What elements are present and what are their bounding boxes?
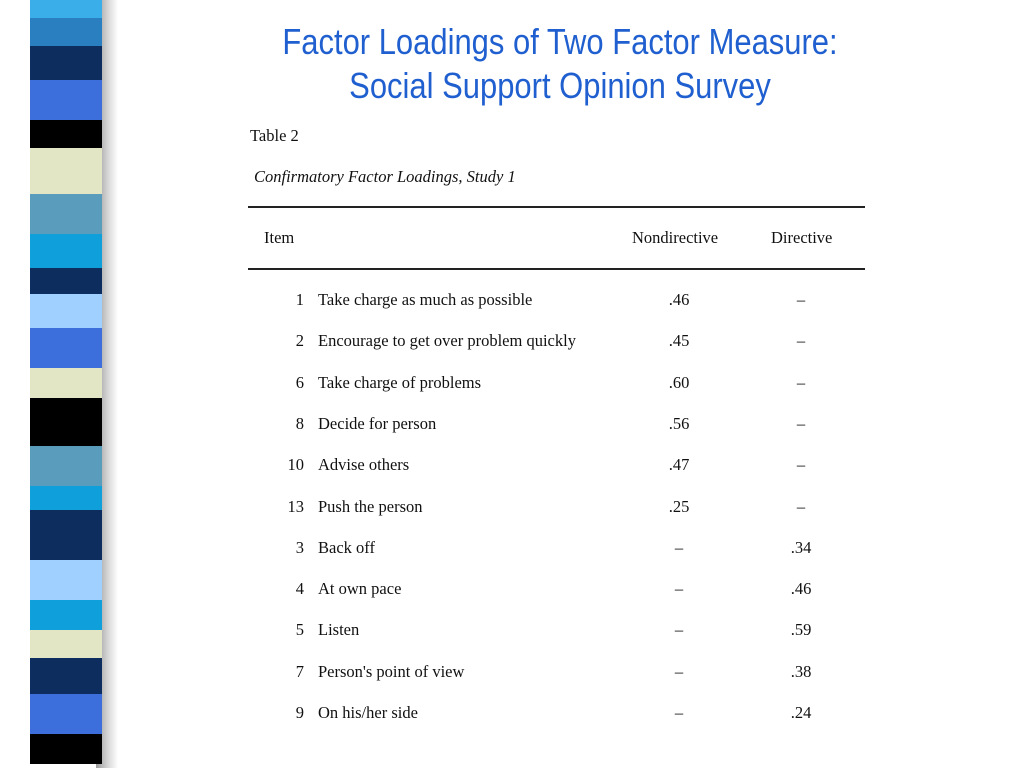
stripe-segment [30,194,102,234]
directive-value: – [796,331,806,350]
item-number: 3 [295,538,304,557]
item-label: Back off [318,538,375,557]
item-label: Push the person [318,497,423,516]
stripe-segment [30,398,102,446]
item-label: Take charge as much as possible [318,290,533,309]
table-row [248,497,868,521]
directive-value: .46 [790,579,812,598]
directive-value: – [796,373,806,392]
nondirective-value: .46 [668,290,690,309]
directive-value: – [796,414,806,433]
table-number: Table 2 [250,126,299,145]
stripe-segment [30,328,102,368]
item-number: 4 [295,579,304,598]
item-label: Decide for person [318,414,437,433]
table-row [248,538,868,562]
directive-value: – [796,455,806,474]
stripe-segment [30,658,102,694]
table-row [248,331,868,355]
stripe-segment [30,630,102,658]
item-label: At own pace [318,579,402,598]
item-number: 10 [287,455,304,474]
nondirective-value: .47 [668,455,690,474]
stripe-segment [30,694,102,734]
table-row [248,455,868,479]
item-number: 13 [287,497,304,516]
item-label: Encourage to get over problem quickly [318,331,576,350]
stripe-segment [30,510,102,560]
stripe-segment [30,368,102,398]
nondirective-value: .45 [668,331,690,350]
stripe-segment [30,268,102,294]
decorative-stripe-bar [30,0,102,768]
title-line-1: Factor Loadings of Two Factor Measure: [282,21,838,62]
item-number: 7 [295,662,304,681]
top-rule [248,206,865,208]
stripe-segment [30,600,102,630]
stripe-segment [30,120,102,148]
item-number: 2 [295,331,304,350]
stripe-segment [30,234,102,268]
table-row [248,579,868,603]
item-number: 6 [295,373,304,392]
header-rule [248,268,865,270]
header-directive: Directive [771,228,833,247]
stripe-segment [30,446,102,486]
item-number: 8 [295,414,304,433]
stripe-segment [30,46,102,80]
stripe-segment [30,486,102,510]
item-label: Person's point of view [318,662,465,681]
table-row [248,373,868,397]
table-caption: Confirmatory Factor Loadings, Study 1 [254,167,516,186]
stripe-segment [30,294,102,328]
nondirective-value: .56 [668,414,690,433]
item-number: 5 [295,620,304,639]
directive-value: .24 [790,703,812,722]
table-row [248,290,868,314]
nondirective-value: – [674,538,684,557]
item-label: On his/her side [318,703,418,722]
item-label: Advise others [318,455,410,474]
table-row [248,662,868,686]
nondirective-value: .25 [668,497,690,516]
table-row [248,703,868,727]
item-label: Listen [318,620,360,639]
nondirective-value: – [674,579,684,598]
item-number: 9 [295,703,304,722]
table-row [248,414,868,438]
directive-value: – [796,290,806,309]
directive-value: .34 [790,538,812,557]
slide-title [250,20,869,108]
stripe-segment [30,18,102,46]
directive-value: – [796,497,806,516]
header-nondirective: Nondirective [632,228,719,247]
directive-value: .59 [790,620,812,639]
nondirective-value: – [674,620,684,639]
item-number: 1 [295,290,304,309]
title-line-2: Social Support Opinion Survey [349,65,771,106]
stripe-segment [30,560,102,600]
header-item: Item [264,228,295,247]
stripe-segment [30,148,102,194]
nondirective-value: – [674,662,684,681]
nondirective-value: – [674,703,684,722]
item-label: Take charge of problems [318,373,482,392]
nondirective-value: .60 [668,373,690,392]
table-row [248,620,868,644]
directive-value: .38 [790,662,812,681]
stripe-segment [30,734,102,764]
stripe-segment [30,80,102,120]
stripe-segment [30,0,102,18]
